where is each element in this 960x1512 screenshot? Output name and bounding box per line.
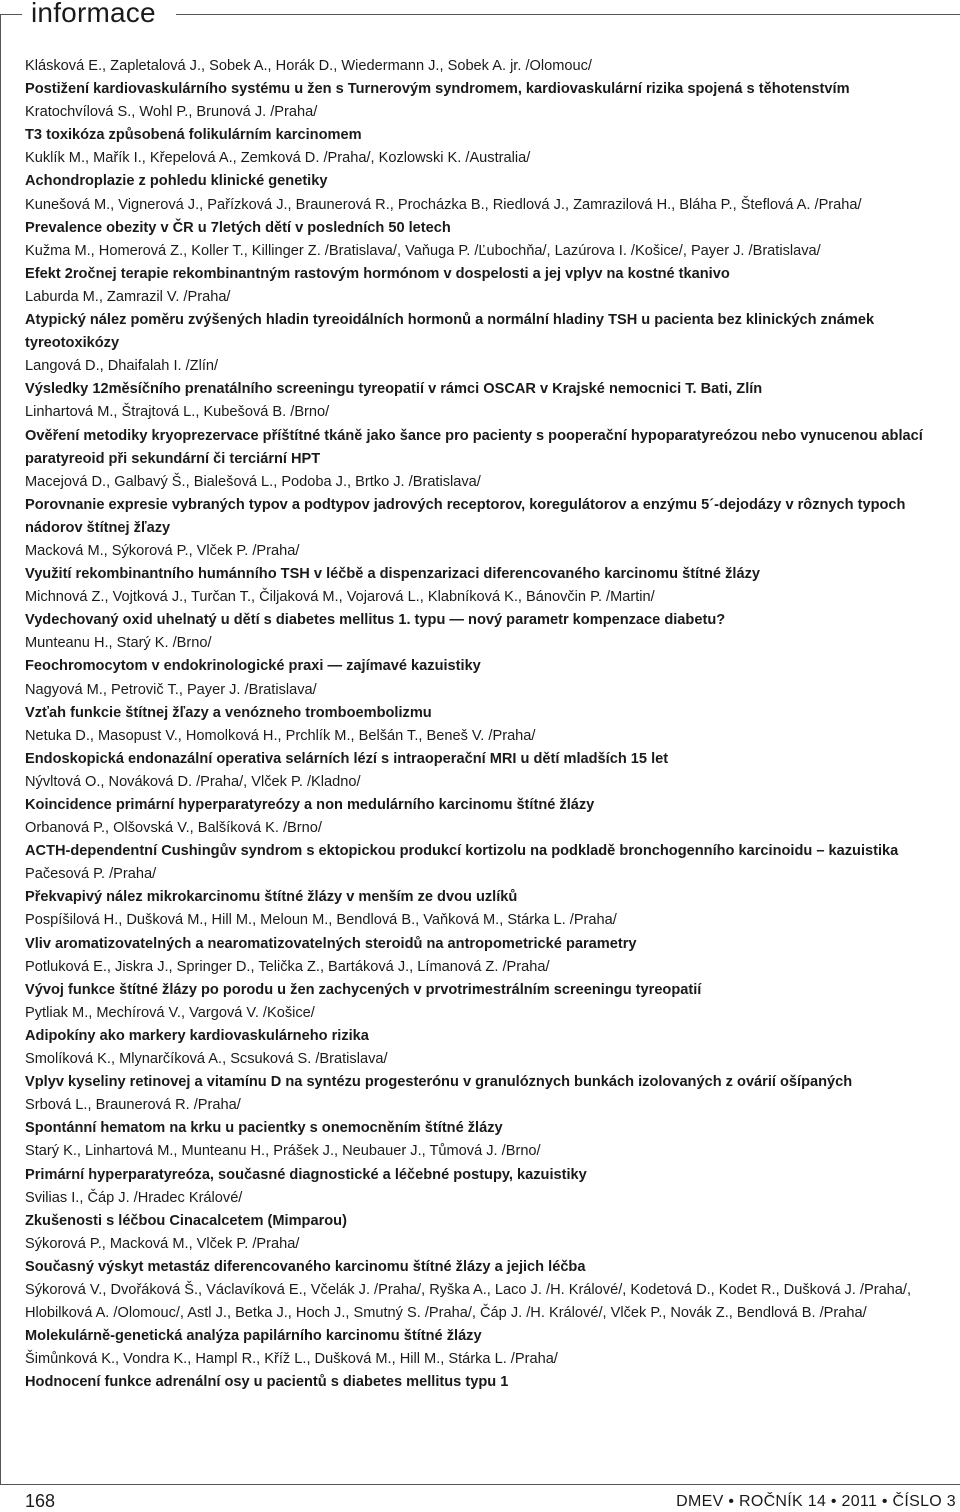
abstract-entry bbox=[25, 1279, 959, 1348]
entry-title: Využití rekombinantního humánního TSH v léčbě a dispenzarizaci diferencovaného karcinomu štítné žlázy bbox=[25, 566, 760, 583]
abstract-entry bbox=[25, 401, 959, 470]
entry-authors: Potluková E., Jiskra J., Springer D., Telička Z., Bartáková J., Límanová Z. /Praha/ bbox=[25, 958, 550, 975]
abstract-entry bbox=[25, 55, 959, 78]
entry-authors: Pytliak M., Mechírová V., Vargová V. /Košice/ bbox=[25, 1004, 315, 1021]
entry-title: Endoskopická endonazální operativa selárních lézí s intraoperační MRI u dětí mladších 15 let bbox=[25, 750, 669, 767]
abstract-entry bbox=[25, 956, 959, 1002]
entry-title: Výsledky 12měsíčního prenatálního screeningu tyreopatií v rámci OSCAR v Krajské nemocnici T. Bati, Zlín bbox=[25, 381, 763, 398]
entry-authors: Langová D., Dhaifalah I. /Zlín/ bbox=[25, 358, 219, 375]
entry-title: Adipokíny ako markery kardiovaskulárneho rizika bbox=[25, 1027, 369, 1044]
entry-title: Porovnanie expresie vybraných typov a podtypov jadrových receptorov, koregulátorov a enzýmu 5´-dejodázy v rôznych typoch nádorov štítnej žľazy bbox=[25, 496, 906, 536]
section-title: informace bbox=[31, 0, 156, 28]
header-rule-left bbox=[0, 14, 22, 15]
page-number: 168 bbox=[25, 1491, 56, 1511]
entry-authors: Kuklík M., Mařík I., Křepelová A., Zemková D. /Praha/, Kozlowski K. /Australia/ bbox=[25, 150, 531, 167]
abstract-entry bbox=[25, 1187, 959, 1233]
entry-authors: Kratochvílová S., Wohl P., Brunová J. /Praha/ bbox=[25, 104, 318, 121]
abstract-entry bbox=[25, 78, 959, 101]
abstract-entry bbox=[25, 355, 959, 401]
entry-title: Ověření metodiky kryoprezervace příštítné tkáně jako šance pro pacienty s pooperační hypoparatyreózou nebo vynucenou ablací paratyreoid při sekundární či terciární HPT bbox=[25, 427, 923, 467]
abstract-entry bbox=[25, 1348, 959, 1394]
abstract-entry bbox=[25, 771, 959, 817]
entry-authors: Svilias I., Čáp J. /Hradec Králové/ bbox=[25, 1189, 243, 1206]
abstract-entry bbox=[25, 1233, 959, 1279]
abstract-entry bbox=[25, 471, 959, 540]
entry-title: Vzťah funkcie štítnej žľazy a venózneho tromboembolizmu bbox=[25, 704, 432, 721]
entry-title: Zkušenosti s léčbou Cinacalcetem (Mimparou) bbox=[25, 1212, 347, 1229]
entry-authors: Smolíková K., Mlynarčíková A., Scsuková S. /Bratislava/ bbox=[25, 1051, 388, 1068]
entry-authors: Šimůnková K., Vondra K., Hampl R., Kříž L., Dušková M., Hill M., Stárka L. /Praha/ bbox=[25, 1351, 558, 1368]
abstract-entry bbox=[25, 586, 959, 632]
entry-authors: Macková M., Sýkorová P., Vlček P. /Praha/ bbox=[25, 542, 300, 559]
entry-title: Vývoj funkce štítné žlázy po porodu u žen zachycených v prvotrimestrálním screeningu tyreopatií bbox=[25, 981, 702, 998]
entry-title: Primární hyperparatyreóza, současné diagnostické a léčebné postupy, kazuistiky bbox=[25, 1166, 587, 1183]
footer-rule bbox=[0, 1484, 960, 1485]
entry-title: Spontánní hematom na krku u pacientky s onemocněním štítné žlázy bbox=[25, 1120, 503, 1137]
abstract-entry bbox=[25, 679, 959, 725]
entry-title: Atypický nález poměru zvýšených hladin tyreoidálních hormonů a normální hladiny TSH u pacienta bez klinických známek tyreotoxikózy bbox=[25, 312, 875, 352]
entry-authors: Klásková E., Zapletalová J., Sobek A., Horák D., Wiedermann J., Sobek A. jr. /Olomouc/ bbox=[25, 58, 592, 74]
entry-authors: Pospíšilová H., Dušková M., Hill M., Meloun M., Bendlová B., Vaňková M., Stárka L. /Praha/ bbox=[25, 912, 617, 929]
abstract-entry bbox=[25, 540, 959, 586]
abstract-entry bbox=[25, 240, 959, 286]
abstract-entry bbox=[25, 909, 959, 955]
journal-info: DMEV • ROČNÍK 14 • 2011 • ČÍSLO 3 bbox=[676, 1493, 956, 1510]
entry-title: Achondroplazie z pohledu klinické genetiky bbox=[25, 173, 328, 190]
entry-authors: Macejová D., Galbavý Š., Bialešová L., Podoba J., Brtko J. /Bratislava/ bbox=[25, 473, 481, 490]
entry-title: Současný výskyt metastáz diferencovaného karcinomu štítné žlázy a jejich léčba bbox=[25, 1258, 586, 1275]
entry-title: Překvapivý nález mikrokarcinomu štítné žlázy v menším ze dvou uzlíků bbox=[25, 889, 518, 906]
entry-title: Vplyv kyseliny retinovej a vitamínu D na syntézu progesterónu v granulóznych bunkách izolovaných z ovárií ošípaných bbox=[25, 1074, 853, 1091]
entry-title: Koincidence primární hyperparatyreózy a non medulárního karcinomu štítné žlázy bbox=[25, 797, 595, 813]
left-margin-rule bbox=[0, 14, 1, 1484]
entry-title: T3 toxikóza způsobená folikulárním karcinomem bbox=[25, 127, 362, 144]
abstract-list bbox=[25, 55, 959, 1394]
abstract-entry bbox=[25, 817, 959, 863]
entry-authors: Michnová Z., Vojtková J., Turčan T., Čiljaková M., Vojarová L., Klabníková K., Bánovčin P. /Martin/ bbox=[25, 589, 655, 606]
abstract-entry bbox=[25, 863, 959, 909]
entry-authors: Starý K., Linhartová M., Munteanu H., Prášek J., Neubauer J., Tůmová J. /Brno/ bbox=[25, 1143, 541, 1160]
entry-title: Postižení kardiovaskulárního systému u žen s Turnerovým syndromem, kardiovaskulární rizika spojená s těhotenstvím bbox=[25, 81, 850, 98]
entry-authors: Nagyová M., Petrovič T., Payer J. /Bratislava/ bbox=[25, 681, 317, 698]
entry-authors: Kunešová M., Vignerová J., Pařízková J., Braunerová R., Procházka B., Riedlová J., Zamrazilová H., Bláha P., Šteflová A. /Praha/ bbox=[25, 196, 862, 213]
header-rule-right bbox=[176, 14, 960, 15]
abstract-entry bbox=[25, 194, 959, 240]
entry-title: Vliv aromatizovatelných a nearomatizovatelných steroidů na antropometrické parametry bbox=[25, 935, 637, 952]
entry-authors: Srbová L., Braunerová R. /Praha/ bbox=[25, 1097, 241, 1114]
entry-authors: Netuka D., Masopust V., Homolková H., Prchlík M., Belšán T., Beneš V. /Praha/ bbox=[25, 727, 536, 744]
entry-title: Feochromocytom v endokrinologické praxi — zajímavé kazuistiky bbox=[25, 658, 481, 675]
abstract-entry bbox=[25, 286, 959, 355]
entry-title: Vydechovaný oxid uhelnatý u dětí s diabetes mellitus 1. typu — nový parametr kompenzace diabetu? bbox=[25, 612, 726, 629]
entry-authors: Pačesová P. /Praha/ bbox=[25, 866, 157, 883]
abstract-entry bbox=[25, 101, 959, 147]
abstract-entry bbox=[25, 725, 959, 771]
entry-title: Hodnocení funkce adrenální osy u pacientů s diabetes mellitus typu 1 bbox=[25, 1374, 509, 1391]
entry-title: Prevalence obezity v ČR u 7letých dětí v posledních 50 letech bbox=[25, 219, 451, 236]
entry-authors: Sýkorová V., Dvořáková Š., Václavíková E., Včelák J. /Praha/, Ryška A., Laco J. /H. Králové/, Kodetová D., Kodet R., Dušková J. /Praha/, Hlobilková A. /Olomouc/, Astl J., Betka J., Hoch J., Smutný S. /Praha/, Čáp J. /H. Králové/, Vlček P., Novák Z., Bendlová B. /Praha/ bbox=[25, 1281, 912, 1322]
abstract-entry bbox=[25, 1002, 959, 1048]
entry-authors: Nývltová O., Nováková D. /Praha/, Vlček P. /Kladno/ bbox=[25, 773, 361, 790]
entry-authors: Orbanová P., Olšovská V., Balšíková K. /Brno/ bbox=[25, 820, 322, 837]
abstract-entry bbox=[25, 1048, 959, 1094]
abstract-entry bbox=[25, 1094, 959, 1140]
entry-title: ACTH-dependentní Cushingův syndrom s ektopickou produkcí kortizolu na podkladě bronchogenního karcinoidu – kazuistika bbox=[25, 843, 899, 860]
page-header bbox=[0, 0, 960, 30]
entry-authors: Linhartová M., Štrajtová L., Kubešová B. /Brno/ bbox=[25, 404, 330, 421]
entry-authors: Munteanu H., Starý K. /Brno/ bbox=[25, 635, 212, 652]
entry-title: Molekulárně-genetická analýza papilárního karcinomu štítné žlázy bbox=[25, 1328, 482, 1345]
abstract-entry bbox=[25, 632, 959, 678]
abstract-entry bbox=[25, 147, 959, 193]
abstract-entry bbox=[25, 1140, 959, 1186]
entry-authors: Sýkorová P., Macková M., Vlček P. /Praha/ bbox=[25, 1235, 300, 1252]
entry-title: Efekt 2ročnej terapie rekombinantným rastovým hormónom v dospelosti a jej vplyv na kostné tkanivo bbox=[25, 265, 730, 282]
entry-authors: Kužma M., Homerová Z., Koller T., Killinger Z. /Bratislava/, Vaňuga P. /Ľubochňa/, Lazúrova I. /Košice/, Payer J. /Bratislava/ bbox=[25, 242, 821, 259]
entry-authors: Laburda M., Zamrazil V. /Praha/ bbox=[25, 288, 231, 305]
